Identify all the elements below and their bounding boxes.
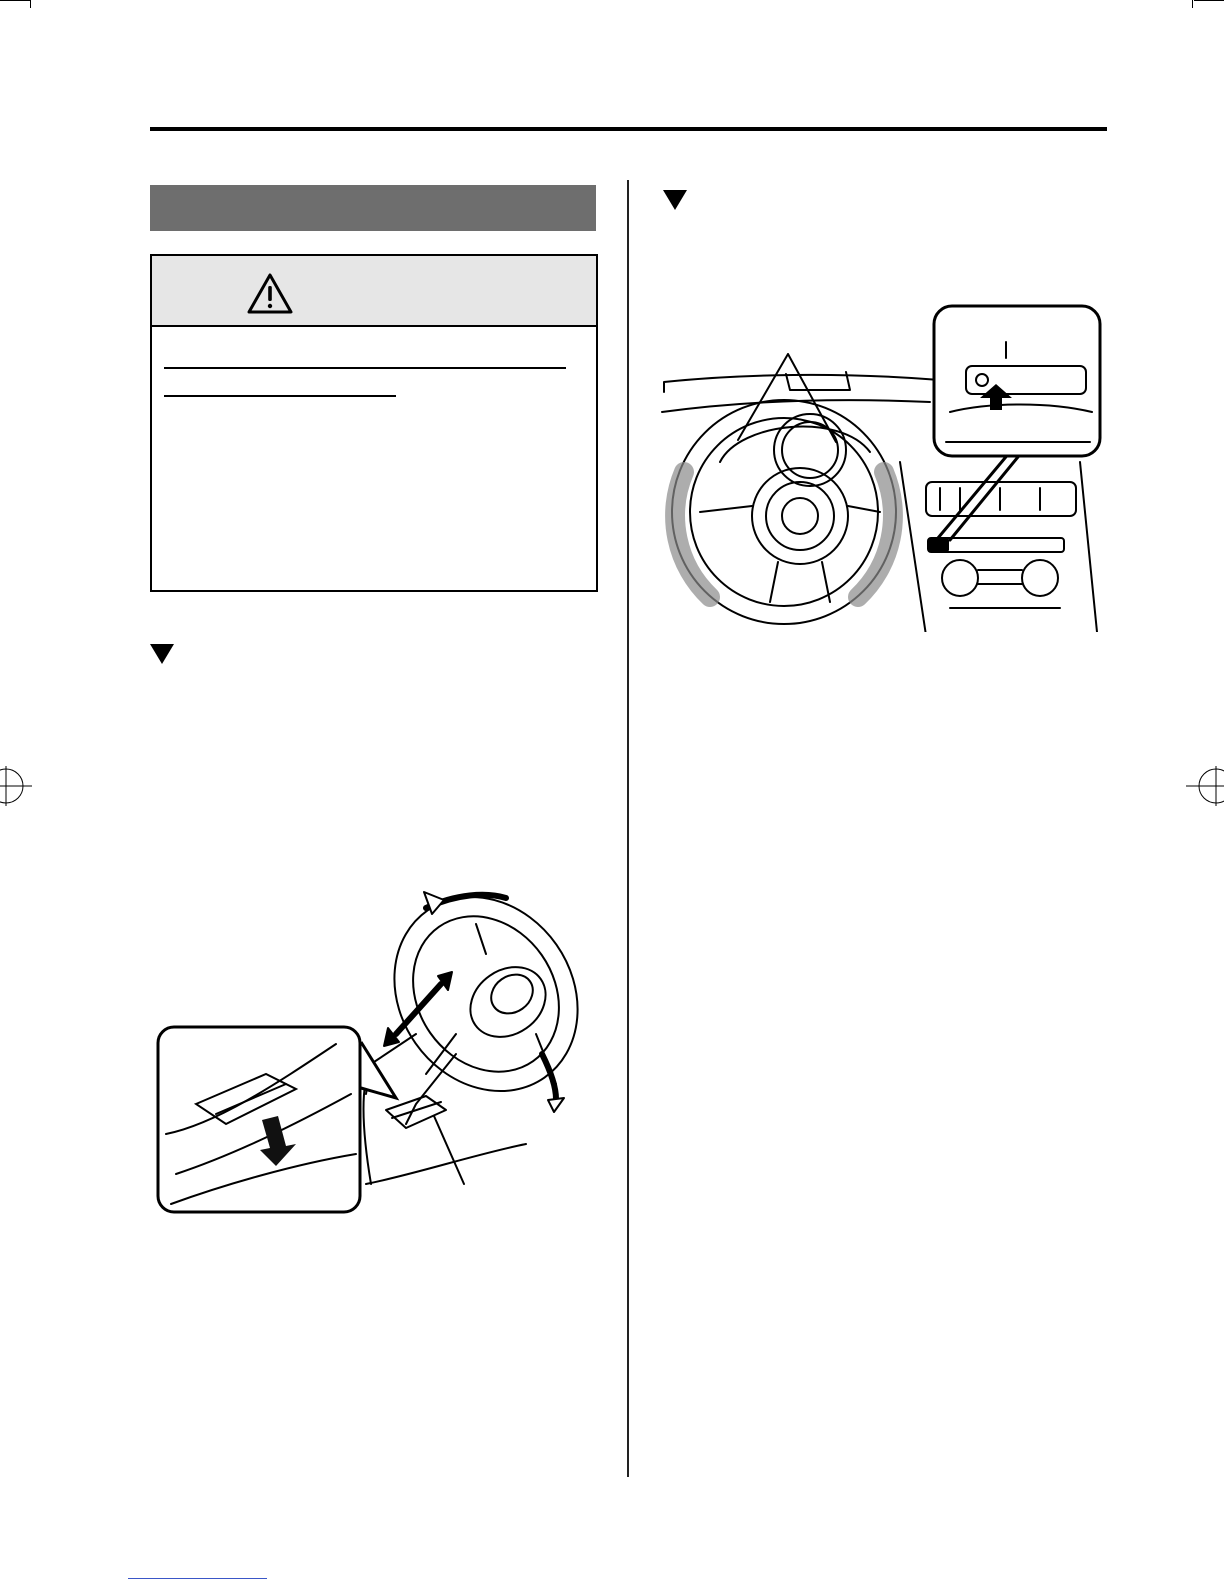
column-divider	[627, 180, 629, 1477]
caution-underline-1	[164, 367, 566, 369]
heater-switch-icon	[930, 540, 948, 550]
caution-header	[152, 256, 596, 327]
caution-box	[150, 254, 598, 592]
adjust-arrow-icon	[396, 984, 441, 1034]
caution-underline-2	[164, 395, 396, 397]
crop-mark-top-right	[1194, 0, 1224, 1]
registration-mark-left	[0, 764, 40, 808]
down-triangle-icon	[663, 190, 687, 210]
subsection-marker-left	[150, 644, 174, 664]
warning-triangle-icon	[246, 272, 294, 316]
steering-tilt-telescopic-figure	[156, 884, 588, 1218]
header-rule	[150, 127, 1107, 131]
registration-mark-right	[1182, 764, 1224, 808]
page-link[interactable]	[128, 1578, 267, 1579]
crop-mark-top-left-v	[30, 0, 31, 8]
lock-lever-icon	[158, 1027, 396, 1212]
section-heading-bar	[150, 185, 596, 231]
crop-mark-top-right-v	[1192, 0, 1193, 8]
steering-heater-switch-figure	[660, 302, 1104, 632]
subsection-marker-right	[663, 190, 687, 210]
down-triangle-icon	[150, 644, 174, 664]
crop-mark-top-left	[0, 0, 30, 1]
